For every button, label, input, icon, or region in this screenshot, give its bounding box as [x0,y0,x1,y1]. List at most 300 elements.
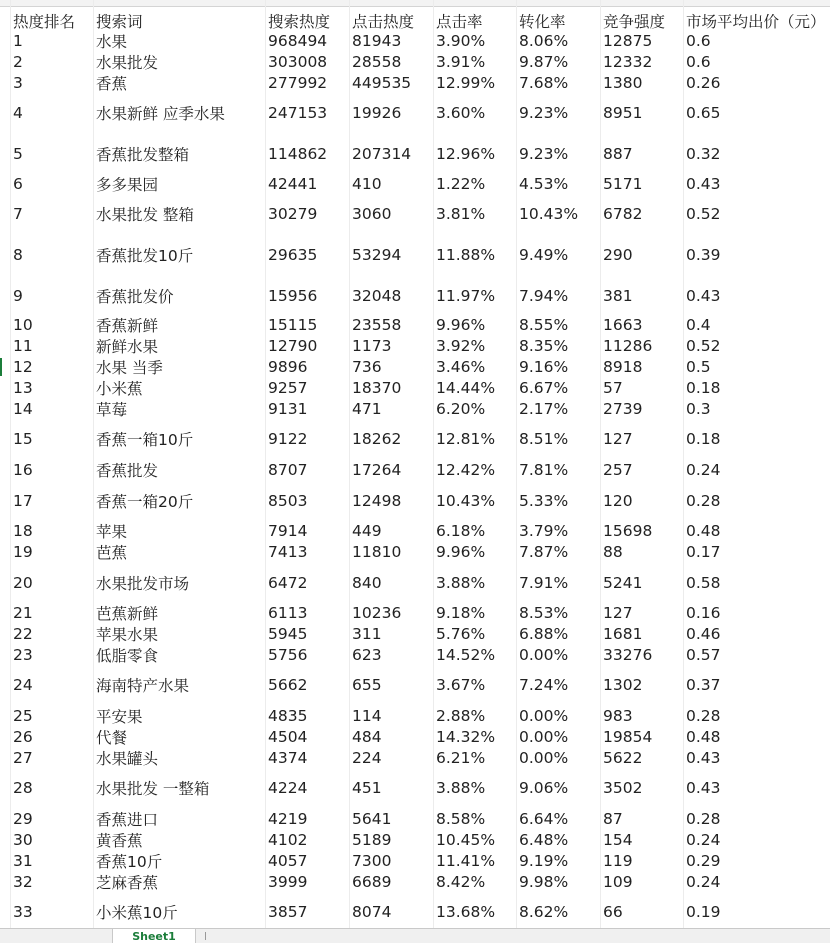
cell-avg-bid[interactable]: 0.57 [686,646,721,664]
table-row [0,521,830,541]
cell-keyword[interactable]: 水果罐头 [96,750,159,768]
cell-keyword[interactable]: 平安果 [96,708,143,726]
cell-conversion[interactable]: 7.81% [519,461,569,479]
cell-keyword[interactable]: 水果批发 [96,54,159,72]
cell-rank[interactable]: 31 [13,852,33,870]
cell-avg-bid[interactable]: 0.28 [686,810,721,828]
cell-avg-bid[interactable]: 0.43 [686,175,721,193]
table-row [0,727,830,747]
cell-ctr[interactable]: 3.60% [436,104,486,122]
header-cell-ctr[interactable]: 点击率 [436,13,483,31]
cell-conversion[interactable]: 7.91% [519,574,569,592]
cell-rank[interactable]: 32 [13,873,33,891]
cell-search-heat[interactable]: 7914 [268,522,308,540]
cell-click-heat[interactable]: 11810 [352,543,402,561]
table-row [0,645,830,665]
cell-conversion[interactable]: 6.64% [519,810,569,828]
cell-avg-bid[interactable]: 0.58 [686,574,721,592]
cell-keyword[interactable]: 芭蕉 [96,544,128,562]
cell-rank[interactable]: 3 [13,74,23,92]
header-cell-rank[interactable]: 热度排名 [13,13,76,31]
cell-conversion[interactable]: 7.87% [519,543,569,561]
cell-avg-bid[interactable]: 0.29 [686,852,721,870]
cell-click-heat[interactable]: 7300 [352,852,392,870]
table-row [0,460,830,480]
cell-search-heat[interactable]: 12790 [268,337,318,355]
cell-ctr[interactable]: 3.46% [436,358,486,376]
cell-keyword[interactable]: 水果 当季 [96,359,163,377]
table-row [0,624,830,644]
cell-click-heat[interactable]: 10236 [352,604,402,622]
cell-click-heat[interactable]: 12498 [352,492,402,510]
cell-rank[interactable]: 18 [13,522,33,540]
cell-conversion[interactable]: 7.68% [519,74,569,92]
cell-keyword[interactable]: 小米蕉10斤 [96,904,178,922]
cell-click-heat[interactable]: 655 [352,676,382,694]
cell-search-heat[interactable]: 8503 [268,492,308,510]
cell-avg-bid[interactable]: 0.48 [686,522,721,540]
cell-rank[interactable]: 21 [13,604,33,622]
cell-ctr[interactable]: 3.88% [436,574,486,592]
cell-avg-bid[interactable]: 0.48 [686,728,721,746]
cell-click-heat[interactable]: 3060 [352,205,392,223]
table-row [0,675,830,695]
cell-competition[interactable]: 66 [603,903,623,921]
cell-avg-bid[interactable]: 0.19 [686,903,721,921]
cell-ctr[interactable]: 12.42% [436,461,496,479]
cell-conversion[interactable]: 8.06% [519,32,569,50]
table-row [0,851,830,871]
cell-rank[interactable]: 15 [13,430,33,448]
cell-keyword[interactable]: 香蕉进口 [96,811,159,829]
cell-ctr[interactable]: 1.22% [436,175,486,193]
cell-click-heat[interactable]: 449535 [352,74,412,92]
cell-ctr[interactable]: 5.76% [436,625,486,643]
cell-competition[interactable]: 57 [603,379,623,397]
table-row [0,286,830,306]
cell-search-heat[interactable]: 9131 [268,400,308,418]
cell-ctr[interactable]: 14.52% [436,646,496,664]
cell-competition[interactable]: 15698 [603,522,653,540]
cell-rank[interactable]: 11 [13,337,33,355]
cell-search-heat[interactable]: 3857 [268,903,308,921]
cell-rank[interactable]: 20 [13,574,33,592]
cell-competition[interactable]: 1663 [603,316,643,334]
table-row [0,573,830,593]
cell-conversion[interactable]: 6.48% [519,831,569,849]
cell-click-heat[interactable]: 410 [352,175,382,193]
cell-rank[interactable]: 30 [13,831,33,849]
cell-competition[interactable]: 12875 [603,32,653,50]
cell-click-heat[interactable]: 840 [352,574,382,592]
cell-rank[interactable]: 12 [13,358,33,376]
table-row [0,357,830,377]
table-row [0,31,830,51]
cell-rank[interactable]: 23 [13,646,33,664]
cell-rank[interactable]: 13 [13,379,33,397]
cell-competition[interactable]: 1380 [603,74,643,92]
cell-search-heat[interactable]: 4835 [268,707,308,725]
cell-ctr[interactable]: 3.88% [436,779,486,797]
cell-conversion[interactable]: 9.19% [519,852,569,870]
cell-ctr[interactable]: 12.96% [436,145,496,163]
cell-search-heat[interactable]: 6472 [268,574,308,592]
cell-click-heat[interactable]: 5641 [352,810,392,828]
cell-keyword[interactable]: 香蕉 [96,75,128,93]
cell-competition[interactable]: 19854 [603,728,653,746]
cell-competition[interactable]: 5241 [603,574,643,592]
cell-competition[interactable]: 3502 [603,779,643,797]
cell-ctr[interactable]: 9.18% [436,604,486,622]
cell-rank[interactable]: 27 [13,749,33,767]
table-row [0,144,830,164]
cell-avg-bid[interactable]: 0.46 [686,625,721,643]
cell-conversion[interactable]: 9.49% [519,246,569,264]
cell-competition[interactable]: 257 [603,461,633,479]
cell-keyword[interactable]: 多多果园 [96,176,159,194]
table-row [0,542,830,562]
cell-keyword[interactable]: 小米蕉 [96,380,143,398]
cell-rank[interactable]: 16 [13,461,33,479]
cell-search-heat[interactable]: 9122 [268,430,308,448]
cell-keyword[interactable]: 水果新鲜 应季水果 [96,105,225,123]
cell-keyword[interactable]: 苹果水果 [96,626,159,644]
cell-click-heat[interactable]: 8074 [352,903,392,921]
cell-conversion[interactable]: 6.88% [519,625,569,643]
cell-competition[interactable]: 154 [603,831,633,849]
cell-keyword[interactable]: 香蕉一箱10斤 [96,431,194,449]
cell-keyword[interactable]: 新鲜水果 [96,338,159,356]
cell-competition[interactable]: 109 [603,873,633,891]
cell-keyword[interactable]: 芭蕉新鲜 [96,605,159,623]
table-row [0,103,830,123]
cell-search-heat[interactable]: 277992 [268,74,328,92]
cell-conversion[interactable]: 0.00% [519,646,569,664]
cell-rank[interactable]: 33 [13,903,33,921]
cell-click-heat[interactable]: 17264 [352,461,402,479]
cell-avg-bid[interactable]: 0.18 [686,430,721,448]
cell-ctr[interactable]: 8.42% [436,873,486,891]
cell-conversion[interactable]: 9.98% [519,873,569,891]
cell-rank[interactable]: 22 [13,625,33,643]
cell-ctr[interactable]: 14.32% [436,728,496,746]
cell-search-heat[interactable]: 5945 [268,625,308,643]
cell-search-heat[interactable]: 247153 [268,104,328,122]
cell-ctr[interactable]: 3.92% [436,337,486,355]
cell-rank[interactable]: 7 [13,205,23,223]
cell-rank[interactable]: 24 [13,676,33,694]
cell-competition[interactable]: 5171 [603,175,643,193]
cell-conversion[interactable]: 9.87% [519,53,569,71]
cell-conversion[interactable]: 6.67% [519,379,569,397]
cell-keyword[interactable]: 香蕉批发价 [96,288,174,306]
cell-ctr[interactable]: 10.43% [436,492,496,510]
cell-click-heat[interactable]: 5189 [352,831,392,849]
cell-conversion[interactable]: 2.17% [519,400,569,418]
cell-conversion[interactable]: 0.00% [519,749,569,767]
cell-keyword[interactable]: 代餐 [96,729,128,747]
cell-click-heat[interactable]: 449 [352,522,382,540]
cell-search-heat[interactable]: 6113 [268,604,308,622]
table-row [0,204,830,224]
cell-search-heat[interactable]: 15115 [268,316,318,334]
column-header-strip[interactable] [0,0,830,7]
header-cell-avg-bid[interactable]: 市场平均出价（元） [686,13,826,31]
cell-competition[interactable]: 33276 [603,646,653,664]
cell-conversion[interactable]: 0.00% [519,707,569,725]
cell-competition[interactable]: 119 [603,852,633,870]
cell-click-heat[interactable]: 53294 [352,246,402,264]
cell-avg-bid[interactable]: 0.52 [686,205,721,223]
cell-conversion[interactable]: 7.24% [519,676,569,694]
cell-competition[interactable]: 381 [603,287,633,305]
cell-search-heat[interactable]: 29635 [268,246,318,264]
cell-rank[interactable]: 1 [13,32,23,50]
cell-search-heat[interactable]: 30279 [268,205,318,223]
cell-ctr[interactable]: 11.97% [436,287,496,305]
header-cell-search-heat[interactable]: 搜索热度 [268,13,331,31]
cell-conversion[interactable]: 9.23% [519,145,569,163]
cell-rank[interactable]: 17 [13,492,33,510]
cell-click-heat[interactable]: 23558 [352,316,402,334]
cell-keyword[interactable]: 海南特产水果 [96,677,190,695]
cell-search-heat[interactable]: 4057 [268,852,308,870]
cell-keyword[interactable]: 水果批发 一整箱 [96,780,210,798]
cell-search-heat[interactable]: 4219 [268,810,308,828]
cell-rank[interactable]: 4 [13,104,23,122]
cell-competition[interactable]: 127 [603,430,633,448]
cell-search-heat[interactable]: 5662 [268,676,308,694]
cell-keyword[interactable]: 低脂零食 [96,647,159,665]
cell-avg-bid[interactable]: 0.52 [686,337,721,355]
cell-rank[interactable]: 8 [13,246,23,264]
cell-click-heat[interactable]: 311 [352,625,382,643]
cell-ctr[interactable]: 3.67% [436,676,486,694]
cell-conversion[interactable]: 10.43% [519,205,579,223]
cell-conversion[interactable]: 9.06% [519,779,569,797]
cell-search-heat[interactable]: 3999 [268,873,308,891]
cell-search-heat[interactable]: 4102 [268,831,308,849]
cell-click-heat[interactable]: 451 [352,779,382,797]
cell-ctr[interactable]: 14.44% [436,379,496,397]
table-row [0,902,830,922]
cell-competition[interactable]: 11286 [603,337,653,355]
cell-rank[interactable]: 9 [13,287,23,305]
cell-competition[interactable]: 8951 [603,104,643,122]
cell-search-heat[interactable]: 4374 [268,749,308,767]
cell-conversion[interactable]: 5.33% [519,492,569,510]
cell-click-heat[interactable]: 736 [352,358,382,376]
cell-conversion[interactable]: 8.35% [519,337,569,355]
cell-ctr[interactable]: 6.20% [436,400,486,418]
cell-competition[interactable]: 12332 [603,53,653,71]
cell-avg-bid[interactable]: 0.24 [686,873,721,891]
cell-competition[interactable]: 983 [603,707,633,725]
cell-click-heat[interactable]: 19926 [352,104,402,122]
cell-avg-bid[interactable]: 0.26 [686,74,721,92]
cell-avg-bid[interactable]: 0.39 [686,246,721,264]
cell-click-heat[interactable]: 18370 [352,379,402,397]
header-cell-keyword[interactable]: 搜索词 [96,13,143,31]
cell-click-heat[interactable]: 207314 [352,145,412,163]
cell-search-heat[interactable]: 4504 [268,728,308,746]
cell-search-heat[interactable]: 303008 [268,53,328,71]
cell-ctr[interactable]: 3.81% [436,205,486,223]
cell-click-heat[interactable]: 224 [352,749,382,767]
cell-avg-bid[interactable]: 0.6 [686,53,711,71]
cell-ctr[interactable]: 9.96% [436,543,486,561]
table-row [0,52,830,72]
cell-rank[interactable]: 28 [13,779,33,797]
cell-keyword[interactable]: 香蕉一箱20斤 [96,493,194,511]
cell-competition[interactable]: 5622 [603,749,643,767]
cell-ctr[interactable]: 12.99% [436,74,496,92]
cell-competition[interactable]: 2739 [603,400,643,418]
cell-avg-bid[interactable]: 0.32 [686,145,721,163]
cell-ctr[interactable]: 6.21% [436,749,486,767]
cell-avg-bid[interactable]: 0.3 [686,400,711,418]
cell-ctr[interactable]: 12.81% [436,430,496,448]
cell-avg-bid[interactable]: 0.43 [686,779,721,797]
cell-avg-bid[interactable]: 0.16 [686,604,721,622]
cell-search-heat[interactable]: 42441 [268,175,318,193]
cell-avg-bid[interactable]: 0.18 [686,379,721,397]
cell-rank[interactable]: 29 [13,810,33,828]
header-cell-competition[interactable]: 竞争强度 [603,13,666,31]
cell-click-heat[interactable]: 471 [352,400,382,418]
cell-keyword[interactable]: 水果 [96,33,128,51]
cell-keyword[interactable]: 香蕉批发 [96,462,159,480]
cell-click-heat[interactable]: 81943 [352,32,402,50]
cell-click-heat[interactable]: 623 [352,646,382,664]
cell-conversion[interactable]: 9.23% [519,104,569,122]
cell-rank[interactable]: 19 [13,543,33,561]
cell-ctr[interactable]: 10.45% [436,831,496,849]
cell-avg-bid[interactable]: 0.43 [686,287,721,305]
cell-avg-bid[interactable]: 0.24 [686,461,721,479]
table-row [0,872,830,892]
cell-search-heat[interactable]: 7413 [268,543,308,561]
tab-divider [205,932,206,940]
cell-click-heat[interactable]: 1173 [352,337,392,355]
cell-keyword[interactable]: 草莓 [96,401,128,419]
cell-click-heat[interactable]: 484 [352,728,382,746]
cell-competition[interactable]: 127 [603,604,633,622]
cell-search-heat[interactable]: 114862 [268,145,328,163]
cell-competition[interactable]: 120 [603,492,633,510]
cell-rank[interactable]: 6 [13,175,23,193]
cell-avg-bid[interactable]: 0.28 [686,492,721,510]
cell-keyword[interactable]: 黄香蕉 [96,832,143,850]
cell-ctr[interactable]: 11.88% [436,246,496,264]
cell-search-heat[interactable]: 9896 [268,358,308,376]
header-row [0,11,830,31]
cell-conversion[interactable]: 3.79% [519,522,569,540]
cell-avg-bid[interactable]: 0.17 [686,543,721,561]
cell-avg-bid[interactable]: 0.37 [686,676,721,694]
cell-search-heat[interactable]: 968494 [268,32,328,50]
cell-ctr[interactable]: 13.68% [436,903,496,921]
cell-competition[interactable]: 1681 [603,625,643,643]
cell-click-heat[interactable]: 114 [352,707,382,725]
cell-ctr[interactable]: 3.90% [436,32,486,50]
cell-keyword[interactable]: 水果批发 整箱 [96,206,194,224]
cell-conversion[interactable]: 9.16% [519,358,569,376]
header-cell-conversion[interactable]: 转化率 [519,13,566,31]
cell-conversion[interactable]: 0.00% [519,728,569,746]
cell-ctr[interactable]: 6.18% [436,522,486,540]
cell-rank[interactable]: 25 [13,707,33,725]
cell-rank[interactable]: 14 [13,400,33,418]
table-row [0,336,830,356]
cell-competition[interactable]: 87 [603,810,623,828]
cell-keyword[interactable]: 香蕉新鲜 [96,317,159,335]
cell-avg-bid[interactable]: 0.65 [686,104,721,122]
cell-conversion[interactable]: 8.62% [519,903,569,921]
cell-rank[interactable]: 2 [13,53,23,71]
cell-click-heat[interactable]: 6689 [352,873,392,891]
cell-keyword[interactable]: 芝麻香蕉 [96,874,159,892]
cell-avg-bid[interactable]: 0.4 [686,316,711,334]
cell-competition[interactable]: 290 [603,246,633,264]
cell-keyword[interactable]: 苹果 [96,523,128,541]
cell-competition[interactable]: 6782 [603,205,643,223]
cell-competition[interactable]: 8918 [603,358,643,376]
cell-search-heat[interactable]: 8707 [268,461,308,479]
cell-rank[interactable]: 26 [13,728,33,746]
cell-keyword[interactable]: 香蕉批发整箱 [96,146,190,164]
cell-competition[interactable]: 887 [603,145,633,163]
table-row [0,429,830,449]
cell-avg-bid[interactable]: 0.6 [686,32,711,50]
cell-competition[interactable]: 88 [603,543,623,561]
cell-search-heat[interactable]: 9257 [268,379,308,397]
cell-conversion[interactable]: 4.53% [519,175,569,193]
cell-ctr[interactable]: 2.88% [436,707,486,725]
cell-avg-bid[interactable]: 0.43 [686,749,721,767]
cell-avg-bid[interactable]: 0.5 [686,358,711,376]
cell-ctr[interactable]: 8.58% [436,810,486,828]
table-row [0,378,830,398]
cell-keyword[interactable]: 水果批发市场 [96,575,190,593]
header-cell-click-heat[interactable]: 点击热度 [352,13,415,31]
cell-conversion[interactable]: 8.53% [519,604,569,622]
cell-conversion[interactable]: 8.51% [519,430,569,448]
cell-conversion[interactable]: 7.94% [519,287,569,305]
cell-avg-bid[interactable]: 0.28 [686,707,721,725]
cell-keyword[interactable]: 香蕉批发10斤 [96,247,194,265]
cell-rank[interactable]: 5 [13,145,23,163]
cell-rank[interactable]: 10 [13,316,33,334]
sheet-tab[interactable]: Sheet1 [112,929,196,943]
cell-conversion[interactable]: 8.55% [519,316,569,334]
cell-avg-bid[interactable]: 0.24 [686,831,721,849]
cell-click-heat[interactable]: 32048 [352,287,402,305]
table-row [0,399,830,419]
cell-search-heat[interactable]: 5756 [268,646,308,664]
table-row [0,491,830,511]
cell-keyword[interactable]: 香蕉10斤 [96,853,163,871]
cell-click-heat[interactable]: 18262 [352,430,402,448]
cell-ctr[interactable]: 3.91% [436,53,486,71]
table-row [0,830,830,850]
cell-competition[interactable]: 1302 [603,676,643,694]
cell-search-heat[interactable]: 4224 [268,779,308,797]
cell-search-heat[interactable]: 15956 [268,287,318,305]
cell-click-heat[interactable]: 28558 [352,53,402,71]
cell-ctr[interactable]: 9.96% [436,316,486,334]
cell-ctr[interactable]: 11.41% [436,852,496,870]
